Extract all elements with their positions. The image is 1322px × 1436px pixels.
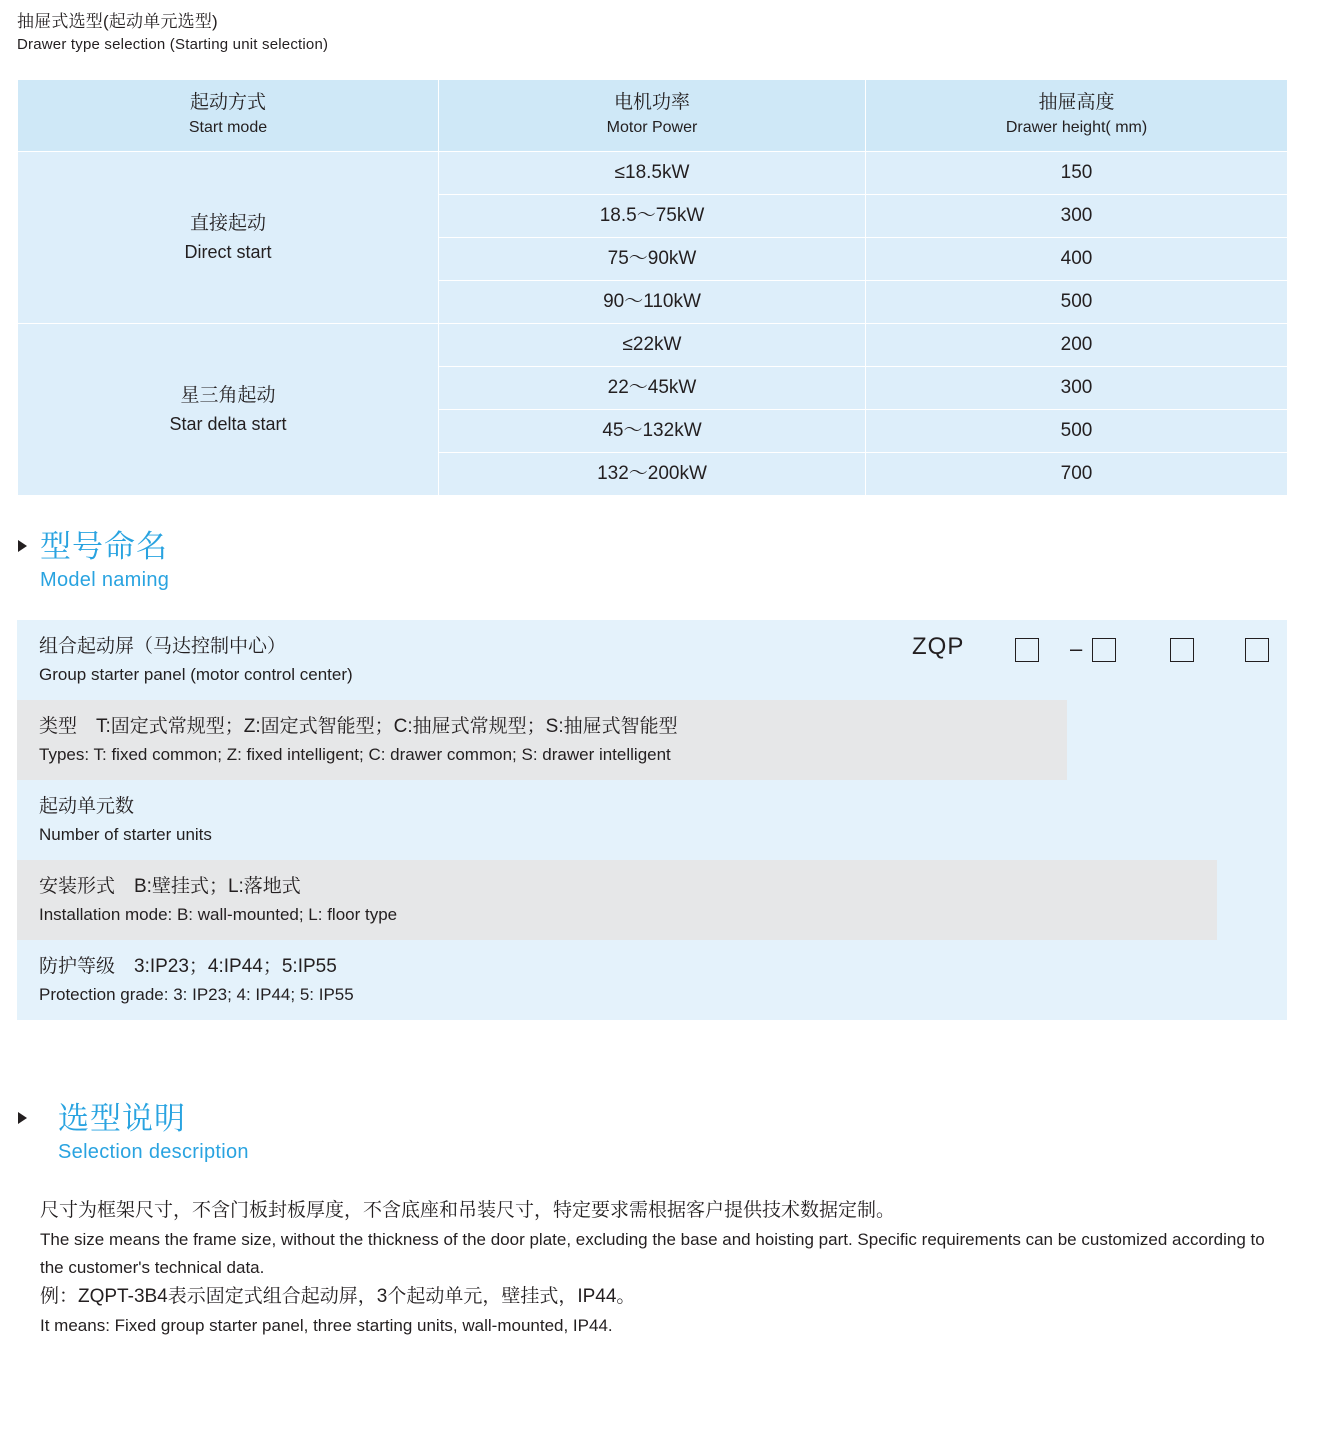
cell-height: 300 — [866, 367, 1288, 410]
naming-product-en: Group starter panel (motor control center) — [39, 665, 353, 684]
header-motor-power-cn: 电机功率 — [613, 92, 690, 113]
naming-row-type — [17, 700, 1067, 780]
selection-title-cn: 选型说明 — [58, 1101, 186, 1136]
cell-start-mode-direct — [18, 152, 439, 324]
naming-type-cn: 类型 T:固定式常规型；Z:固定式智能型；C:抽屉式常规型；S:抽屉式智能型 — [39, 716, 678, 737]
header-motor-power — [439, 80, 866, 152]
start-mode-direct-en: Direct start — [184, 241, 272, 262]
naming-install-en: Installation mode: B: wall-mounted; L: floor type — [39, 905, 398, 924]
selection-line-1: 尺寸为框架尺寸，不含门板封板厚度，不含底座和吊装尺寸，特定要求需根据客户提供技术数据定制。 — [40, 1200, 896, 1221]
spec-table-wrapper — [17, 79, 1287, 496]
model-naming-title-cn: 型号命名 — [40, 529, 168, 564]
cell-height: 700 — [866, 453, 1288, 496]
naming-protection-cn: 防护等级 3:IP23；4:IP44；5:IP55 — [39, 956, 337, 977]
model-naming-panel — [17, 620, 1287, 1020]
header-start-mode-en: Start mode — [188, 119, 268, 136]
table-row — [18, 324, 1288, 367]
table-row — [18, 152, 1288, 195]
header-drawer-height — [866, 80, 1288, 152]
naming-units-cn: 起动单元数 — [39, 796, 135, 817]
naming-units-en: Number of starter units — [39, 825, 212, 844]
cell-power: 22～45kW — [439, 367, 866, 410]
section-heading-selection — [18, 1100, 249, 1166]
top-caption-cn: 抽屉式选型(起动单元选型) — [17, 12, 218, 31]
cell-start-mode-star-delta — [18, 324, 439, 496]
start-mode-direct-cn: 直接起动 — [189, 212, 266, 234]
header-drawer-height-en: Drawer height( mm) — [1005, 119, 1148, 136]
selection-line-2: The size means the frame size, without the thickness of the door plate, excluding the base and hoisting part. Specific requirements can be customized according to the customer's technical data. — [40, 1230, 1265, 1277]
code-box-protection — [1245, 638, 1269, 662]
naming-type-en: Types: T: fixed common; Z: fixed intelligent; C: drawer common; S: drawer intelligent — [39, 745, 671, 764]
naming-product-cn: 组合起动屏（马达控制中心） — [39, 636, 287, 657]
section-heading-model-naming — [18, 528, 169, 594]
code-dash: – — [1070, 636, 1083, 661]
triangle-right-icon — [18, 540, 27, 552]
selection-description — [40, 1196, 1290, 1340]
cell-power: 90～110kW — [439, 281, 866, 324]
cell-height: 150 — [866, 152, 1288, 195]
cell-height: 500 — [866, 281, 1288, 324]
selection-line-4: It means: Fixed group starter panel, three starting units, wall-mounted, IP44. — [40, 1316, 613, 1335]
top-caption — [17, 10, 917, 56]
code-box-type — [1015, 638, 1039, 662]
cell-height: 500 — [866, 410, 1288, 453]
model-code-prefix: ZQP — [912, 633, 965, 660]
code-box-install — [1170, 638, 1194, 662]
start-mode-star-delta-en: Star delta start — [169, 413, 287, 434]
cell-height: 400 — [866, 238, 1288, 281]
cell-height: 200 — [866, 324, 1288, 367]
triangle-right-icon — [18, 1112, 27, 1124]
selection-title-en: Selection description — [58, 1141, 249, 1163]
cell-height: 300 — [866, 195, 1288, 238]
top-caption-en: Drawer type selection (Starting unit selection) — [17, 36, 329, 53]
cell-power: 45～132kW — [439, 410, 866, 453]
cell-power: ≤22kW — [439, 324, 866, 367]
cell-power: ≤18.5kW — [439, 152, 866, 195]
header-start-mode — [18, 80, 439, 152]
table-header-row — [18, 80, 1288, 152]
naming-install-cn: 安装形式 B:壁挂式；L:落地式 — [39, 876, 301, 897]
naming-protection-en: Protection grade: 3: IP23; 4: IP44; 5: IP55 — [39, 985, 354, 1004]
naming-row-install — [17, 860, 1217, 940]
header-drawer-height-cn: 抽屉高度 — [1038, 92, 1115, 113]
start-mode-star-delta-cn: 星三角起动 — [180, 384, 276, 406]
cell-power: 132～200kW — [439, 453, 866, 496]
selection-line-3: 例：ZQPT-3B4表示固定式组合起动屏，3个起动单元，壁挂式，IP44。 — [40, 1286, 636, 1307]
naming-row-protection — [17, 940, 1287, 1020]
model-naming-title-en: Model naming — [40, 569, 170, 591]
header-start-mode-cn: 起动方式 — [189, 92, 266, 113]
spec-table — [17, 79, 1288, 496]
header-motor-power-en: Motor Power — [606, 119, 698, 136]
cell-power: 18.5～75kW — [439, 195, 866, 238]
cell-power: 75～90kW — [439, 238, 866, 281]
code-box-units — [1092, 638, 1116, 662]
naming-row-units — [17, 780, 1147, 860]
